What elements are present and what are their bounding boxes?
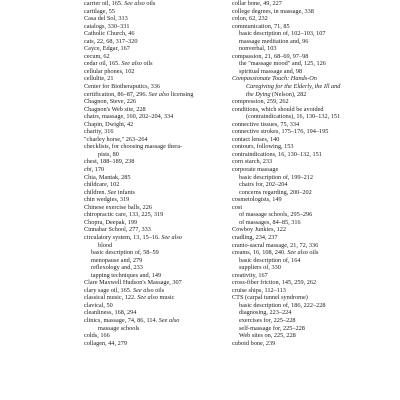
index-entry <box>232 226 340 234</box>
index-entry-text: Chagnon's Web site, 228 <box>84 105 146 113</box>
index-entry <box>232 158 340 166</box>
index-entry <box>232 257 340 265</box>
index-entry-see: See also <box>124 0 145 7</box>
index-entry <box>232 121 340 129</box>
index-entry-see: See also <box>137 294 158 302</box>
index-entry-text: creativity, 167 <box>232 271 268 279</box>
index-entry <box>84 211 193 219</box>
index-entry-text: Casa del Sol, 313 <box>84 15 128 23</box>
index-entry <box>232 75 340 83</box>
index-entry-text: cost <box>232 203 243 211</box>
index-entry <box>232 23 340 31</box>
index-entry-text: checklists, for choosing massage thera- <box>84 143 183 151</box>
index-entry <box>84 302 193 310</box>
index-entry-text: basic description of, 102–103, 107 <box>239 30 326 38</box>
index-entry <box>232 242 340 250</box>
index-entry-text: exercises for, 225–228 <box>239 316 296 324</box>
index-entry <box>232 302 340 310</box>
index-entry <box>84 234 193 242</box>
index-entry-text: connective tissues, 75, 334 <box>232 120 300 128</box>
index-entry-text: cats, 22, 68, 317–320 <box>84 37 138 45</box>
index-entry-text: corn starch, 233 <box>232 158 273 166</box>
index-entry <box>84 272 193 280</box>
index-entry-text: Chia, Mantak, 285 <box>84 173 131 181</box>
index-entry <box>84 279 193 287</box>
index-entry-text: blood <box>98 241 113 249</box>
index-entry-text: (contraindications), 16, 130–132, 151 <box>246 113 341 121</box>
index-entry <box>84 83 193 91</box>
index-entry-text: basic description of, 199–212 <box>239 173 313 181</box>
index-entry-text: communication, 71, 85 <box>232 22 290 30</box>
index-entry-text: cross-fiber friction, 145, 259, 262 <box>232 279 317 287</box>
index-entry <box>84 242 193 250</box>
index-entry-text: cartilage, 55 <box>84 7 115 15</box>
index-entry-text: cedar oil, 165. <box>84 60 122 68</box>
index-entry-text: colon, 62, 232 <box>232 15 268 23</box>
index-entry-see: See also <box>161 233 182 241</box>
index-entry <box>232 332 340 340</box>
index-entry <box>84 340 193 348</box>
index-entry-after: oils <box>307 249 319 257</box>
index-entry-text: chairs for, 202–204 <box>239 181 288 189</box>
index-entry <box>232 279 340 287</box>
index-entry <box>84 317 193 325</box>
index-entry-text: contours, following, 153 <box>232 143 294 151</box>
index-entry-see: See also <box>158 316 180 324</box>
index-entry <box>84 75 193 83</box>
index-entry-after: licensing <box>169 90 194 98</box>
index-entry-text: contact lenses, 140 <box>232 135 280 143</box>
index-entry <box>84 8 193 16</box>
index-entry-text: children. <box>84 188 108 196</box>
index-entry-after: oils <box>153 286 165 294</box>
index-entry <box>232 136 340 144</box>
index-entry-text: college degrees, in massage, 338 <box>232 7 314 15</box>
index-entry-text: diagnosing, 223–224 <box>239 309 292 317</box>
index-entry <box>84 113 193 121</box>
index-entry-ital: the Dying <box>246 90 271 98</box>
index-entry <box>84 121 193 129</box>
index-entry-text: suppliers of, 330 <box>239 264 281 272</box>
index-entry <box>232 204 340 212</box>
index-entry-text: (Nelson), 282 <box>270 90 307 98</box>
index-entry-text: massage schools <box>98 324 140 332</box>
index-entry-text: cranio-sacral massage, 21, 72, 336 <box>232 241 319 249</box>
index-entry-text: clavical, 50 <box>84 301 113 309</box>
index-entry <box>84 174 193 182</box>
index-entry-see: See also <box>148 90 170 98</box>
index-entry-text: CTS (carpal tunnel syndrome) <box>232 294 308 302</box>
index-entry-text: circulatory system, 13, 15–16. <box>84 233 162 241</box>
index-entry <box>84 106 193 114</box>
index-entry-text: Cayce, Edgar, 167 <box>84 45 130 53</box>
index-entry <box>232 309 340 317</box>
index-entry-text: basic description of, 186, 222–228 <box>239 301 326 309</box>
index-entry <box>232 8 340 16</box>
index-entry-text: catalogs, 330–331 <box>84 22 130 30</box>
index-entry <box>232 30 340 38</box>
index-entry <box>232 151 340 159</box>
index-entry <box>232 249 340 257</box>
index-entry <box>232 68 340 76</box>
index-entry <box>84 287 193 295</box>
index-entry <box>232 166 340 174</box>
index-entry <box>232 219 340 227</box>
index-entry <box>232 317 340 325</box>
index-entry <box>232 272 340 280</box>
index-entry <box>84 158 193 166</box>
index-entry-text: of massage schools, 295–296 <box>239 211 313 219</box>
index-entry-text: Web sites on, 225, 228 <box>239 332 296 340</box>
index-entry-text: corporate massage <box>232 166 279 174</box>
index-entry-text: basic description of, 164 <box>239 256 301 264</box>
index-entry-text: classical music, 122. <box>84 294 138 302</box>
index-entry-text: connective strokes, 175–176, 194–195 <box>232 128 329 136</box>
index-entry <box>84 15 193 23</box>
index-entry-ital: Compassionate Touch: Hands-On <box>232 75 317 83</box>
index-entry <box>84 332 193 340</box>
index-entry <box>232 196 340 204</box>
index-entry-text: chin wedgies, 319 <box>84 196 130 204</box>
index-entry <box>84 136 193 144</box>
index-entry <box>84 38 193 46</box>
index-entry-text: Clare Maxwell Hudson's Massage, 307 <box>84 279 182 287</box>
index-entry <box>84 196 193 204</box>
index-entry <box>232 143 340 151</box>
index-entry <box>84 45 193 53</box>
index-entry <box>84 264 193 272</box>
index-entry <box>84 53 193 61</box>
index-column-right <box>232 0 340 347</box>
index-entry-text: Catholic Church, 46 <box>84 30 135 38</box>
index-entry-text: Chinese exercise balls, 226 <box>84 203 153 211</box>
index-entry-after: oils <box>144 0 156 7</box>
index-entry <box>232 128 340 136</box>
index-entry <box>84 91 193 99</box>
index-entry-text: creams, 16, 108, 240. <box>232 249 288 257</box>
index-entry <box>84 151 193 159</box>
index-entry-text: chiropractic care, 133, 225, 319 <box>84 211 164 219</box>
index-entry-text: contraindications, 16, 130–132, 151 <box>232 150 322 158</box>
index-entry-text: childcare, 102 <box>84 181 120 189</box>
index-entry <box>232 38 340 46</box>
index-entry <box>232 106 340 114</box>
index-entry <box>84 68 193 76</box>
index-entry <box>84 294 193 302</box>
index-entry-text: conditions, which should be avoided <box>232 105 324 113</box>
index-entry <box>232 234 340 242</box>
index-entry <box>84 181 193 189</box>
index-entry-text: colds, 166 <box>84 332 110 340</box>
index-entry-text: cecum, 62 <box>84 52 110 60</box>
index-entry-after: music <box>157 294 175 302</box>
index-entry-text: clinics, massage, 74, 86, 114. <box>84 316 159 324</box>
index-entry-after: infants <box>116 188 135 196</box>
index-entry-text: basic description of, 58–59 <box>91 249 159 257</box>
index-entry-text: cuboid bone, 239 <box>232 339 276 347</box>
index-entry-text: Chapin, Dwight, 42 <box>84 120 134 128</box>
index-entry <box>84 30 193 38</box>
index-column-left <box>84 0 193 347</box>
index-entry <box>232 53 340 61</box>
index-entry-text: Chagnon, Steve, 226 <box>84 98 137 106</box>
index-entry-text: carrier oil, 165. <box>84 0 125 7</box>
index-entry <box>232 91 340 99</box>
index-entry <box>232 325 340 333</box>
index-entry <box>232 45 340 53</box>
index-entry <box>232 113 340 121</box>
index-entry <box>232 15 340 23</box>
index-entry-text: Center for Biotheraputics, 336 <box>84 83 161 91</box>
index-entry <box>232 189 340 197</box>
index-entry <box>84 204 193 212</box>
index-entry-text: compression, 259, 262 <box>232 98 289 106</box>
index-entry-see: See <box>107 188 117 196</box>
index-entry-text: Cinnabar School, 277, 333 <box>84 226 151 234</box>
index-entry-text: clary sage oil, 165. <box>84 286 133 294</box>
index-entry-text: cellulite, 21 <box>84 75 114 83</box>
index-entry <box>84 226 193 234</box>
index-entry <box>232 0 340 8</box>
index-entry-after: oils <box>141 60 153 68</box>
index-entry <box>84 166 193 174</box>
index-entry <box>232 287 340 295</box>
index-entry-text: tapping techniques and, 149 <box>91 271 162 279</box>
index-entry <box>232 174 340 182</box>
index-entry <box>84 257 193 265</box>
index-entry-text: "charley horse," 263–264 <box>84 135 148 143</box>
index-entry <box>232 83 340 91</box>
index-entry-text: chairs, massage, 160, 202–204, 334 <box>84 113 174 121</box>
index-entry-text: spiritual massage and, 98 <box>239 67 303 75</box>
index-entry <box>84 0 193 8</box>
index-entry-text: certification, 86–87, 296. <box>84 90 149 98</box>
index-entry <box>84 309 193 317</box>
index-entry-text: collar bone, 49, 227 <box>232 0 282 7</box>
index-entry-text: massage meditation and, 96 <box>239 37 309 45</box>
index-entry-text: Cowboy Junkies, 122 <box>232 226 286 234</box>
index-entry-see: See also <box>121 60 142 68</box>
index-entry-text: self-massage for, 225–228 <box>239 324 305 332</box>
index-entry-text: Chopra, Deepak, 199 <box>84 218 138 226</box>
index-entry-text: chest, 188–189, 238 <box>84 158 135 166</box>
index-entry-text: concerns regarding, 200–202 <box>239 188 312 196</box>
index-entry-ital: chi <box>84 166 92 174</box>
index-entry <box>232 264 340 272</box>
index-entry-text: charity, 316 <box>84 128 114 136</box>
index-entry <box>84 249 193 257</box>
index-entry <box>232 211 340 219</box>
index-entry-text: , 170 <box>91 166 105 174</box>
index-entry <box>232 181 340 189</box>
index-entry <box>232 294 340 302</box>
index-entry <box>84 219 193 227</box>
index-entry-ital: Caregiving for the Elderly, the Ill and <box>246 83 341 91</box>
index-entry-text: reflexology and, 233 <box>91 264 143 272</box>
index-entry <box>84 143 193 151</box>
index-entry-text: the "massage mood" and, 125, 126 <box>239 60 326 68</box>
index-entry-text: menopause and, 279 <box>91 256 143 264</box>
index-entry <box>232 60 340 68</box>
index-entry-text: cleanliness, 168, 294 <box>84 309 137 317</box>
index-entry-text: pists, 80 <box>98 150 119 158</box>
index-entry-text: cruise ships, 112–113 <box>232 286 286 294</box>
index-entry-see: See also <box>132 286 154 294</box>
index-entry-text: compassion, 21, 68–69, 97–98 <box>232 52 309 60</box>
index-entry-text: cosmetologists, 149 <box>232 196 282 204</box>
index-entry <box>84 128 193 136</box>
index-entry <box>232 98 340 106</box>
index-entry <box>232 340 340 348</box>
index-entry <box>84 325 193 333</box>
index-entry <box>84 189 193 197</box>
index-entry-text: cellular phones, 102 <box>84 67 135 75</box>
index-entry-see: See also <box>287 249 308 257</box>
index-entry <box>84 98 193 106</box>
index-entry-text: of massages, 84–85, 316 <box>239 218 301 226</box>
index-entry-text: nonverbal, 103 <box>239 45 277 53</box>
index-entry <box>84 23 193 31</box>
index-entry-text: collagen, 44, 279 <box>84 339 128 347</box>
index-entry-text: cradling, 234, 237 <box>232 233 278 241</box>
index-entry <box>84 60 193 68</box>
